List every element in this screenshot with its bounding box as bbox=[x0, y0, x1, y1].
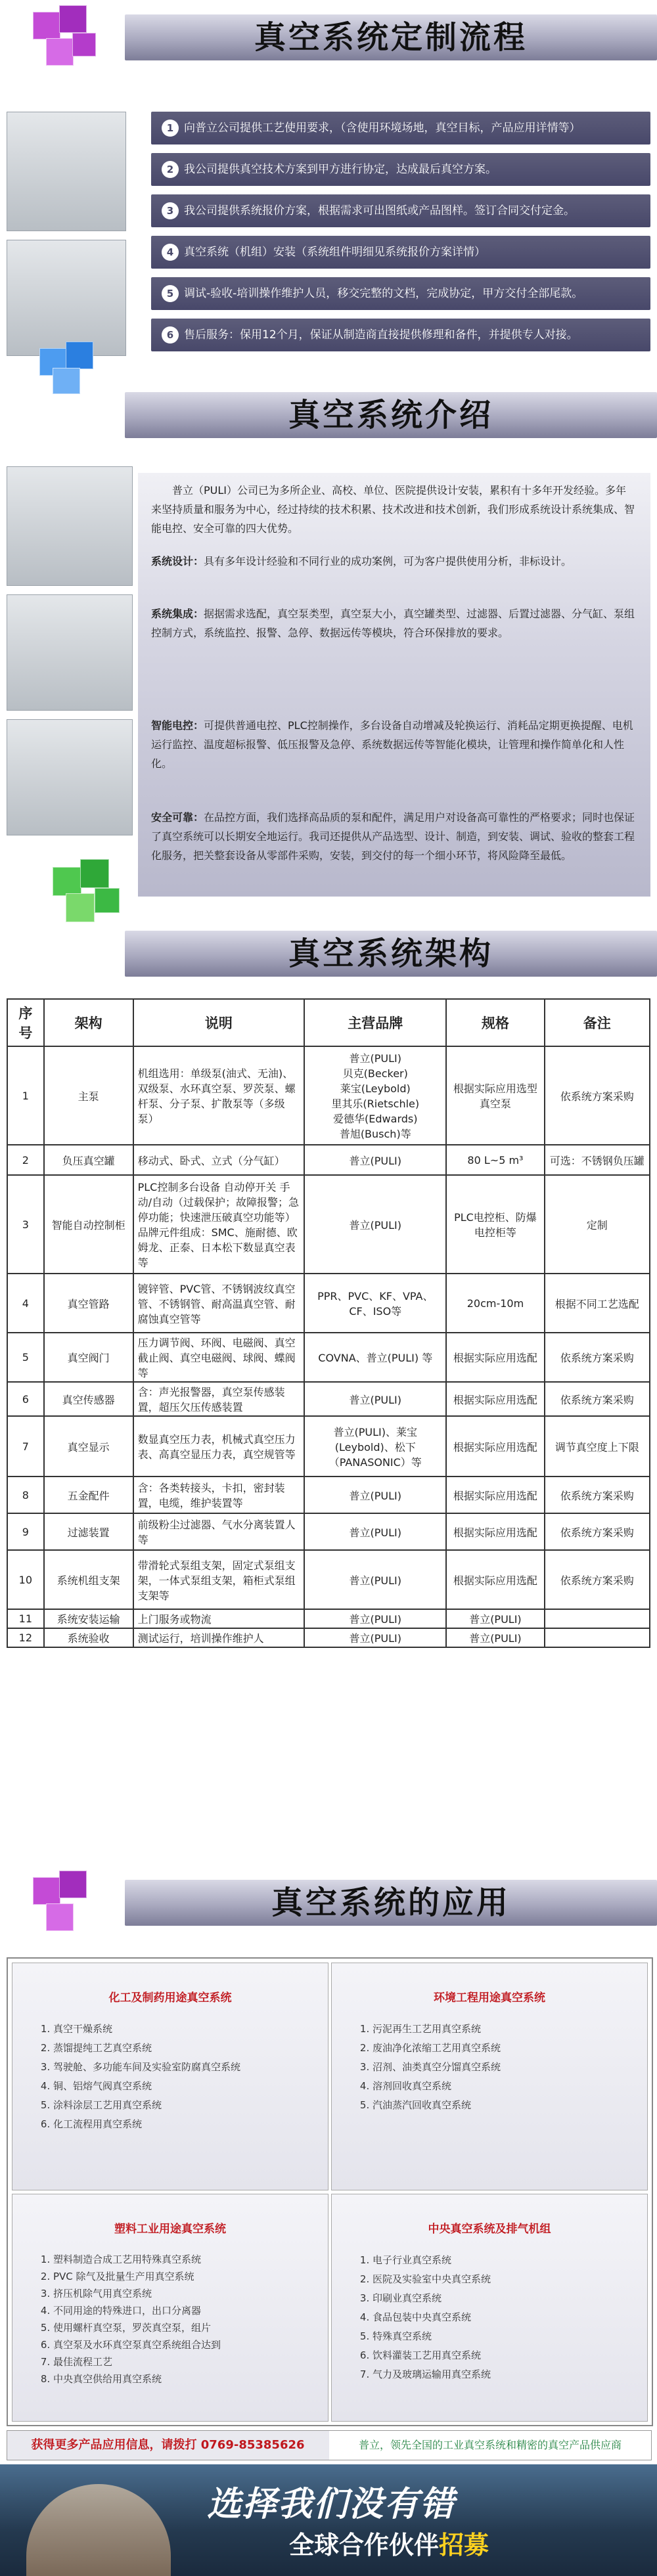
recruit-slogan: 选择我们没有错 bbox=[207, 2485, 456, 2524]
table-cell: 调节真空度上下限 bbox=[545, 1416, 650, 1477]
table-cell: 真空传感器 bbox=[44, 1382, 133, 1416]
intro-integration bbox=[151, 604, 636, 642]
list-item: 2. 蒸馏提纯工艺真空系统 bbox=[53, 2039, 240, 2058]
table-cell: 普立(PULI) bbox=[304, 1145, 446, 1175]
table-cell: 根据实际应用选配 bbox=[446, 1416, 544, 1477]
step-number: 5 bbox=[162, 285, 179, 302]
table-cell: 3 bbox=[7, 1175, 44, 1274]
table-cell: 4 bbox=[7, 1274, 44, 1333]
intro-design bbox=[151, 552, 636, 571]
table-cell: 普立(PULI) bbox=[304, 1477, 446, 1513]
step-text: 售后服务：保用12个月，保证从制造商直接提供修理和备件，并提供专人对接。 bbox=[184, 328, 578, 342]
step-text: 我公司提供系统报价方案，根据需求可出图纸或产品图样。签订合同交付定金。 bbox=[184, 204, 575, 217]
app-list bbox=[358, 2251, 491, 2384]
table-row bbox=[7, 1477, 650, 1513]
col-header: 主营品牌 bbox=[304, 999, 446, 1046]
table-cell: 真空管路 bbox=[44, 1274, 133, 1333]
intro-title: 真空系统介绍 bbox=[288, 397, 493, 433]
table-row bbox=[7, 1513, 650, 1550]
design-label: 系统设计： bbox=[151, 555, 204, 567]
table-row bbox=[7, 1145, 650, 1175]
col-header: 说明 bbox=[133, 999, 305, 1046]
list-item: 7. 气力及玻璃运输用真空系统 bbox=[373, 2365, 491, 2384]
integration-text: 据据需求选配，真空泵类型，真空泵大小，真空罐类型、过滤器、后置过滤器、分气缸、泵组控制方式，系统监控、报警、急停、数据远传等模块，符合环保排放的要求。 bbox=[151, 608, 635, 639]
apps-title: 真空系统的应用 bbox=[271, 1884, 510, 1921]
flow-step bbox=[151, 153, 650, 186]
recruit-line: 全球合作伙伴 bbox=[289, 2531, 440, 2560]
control-cabinet-image bbox=[7, 466, 133, 586]
table-cell: 5 bbox=[7, 1333, 44, 1382]
recruit-highlight: 招募 bbox=[439, 2531, 489, 2560]
table-cell: 智能自动控制柜 bbox=[44, 1175, 133, 1274]
table-cell: 普立(PULI) bbox=[446, 1628, 544, 1647]
table-row bbox=[7, 1382, 650, 1416]
step-text: 真空系统（机组）安装（系统组件明细见系统报价方案详情） bbox=[184, 246, 486, 259]
handshake-icon bbox=[26, 2484, 171, 2576]
integration-label: 系统集成： bbox=[151, 608, 204, 620]
flow-step bbox=[151, 194, 650, 227]
table-cell: 1 bbox=[7, 1046, 44, 1145]
list-item: 1. 污泥再生工艺用真空系统 bbox=[373, 2020, 501, 2039]
flow-step bbox=[151, 319, 650, 351]
app-list bbox=[39, 2251, 221, 2387]
step-number: 1 bbox=[162, 120, 179, 137]
table-row bbox=[7, 1416, 650, 1477]
table-cell: PLC控制多台设备 自动停开关 手动/自动（过载保护；故障报警；急停功能；快速泄压破真空功能等）品牌元件组成：SMC、施耐德、欧姆龙、正泰、日本松下数显真空表等 bbox=[133, 1175, 305, 1274]
list-item: 4. 铜、铝熔气阀真空系统 bbox=[53, 2077, 240, 2096]
table-cell: 根据实际应用选配 bbox=[446, 1477, 544, 1513]
table-cell: 20cm-10m bbox=[446, 1274, 544, 1333]
table-cell: 依系统方案采购 bbox=[545, 1382, 650, 1416]
table-cell: 普立(PULI) bbox=[304, 1628, 446, 1647]
flow-step bbox=[151, 277, 650, 310]
app-list bbox=[39, 2020, 240, 2134]
table-cell: 镀锌管、PVC管、不锈钢波纹真空管、不锈钢管、耐高温真空管、耐腐蚀真空管等 bbox=[133, 1274, 305, 1333]
recruit-banner bbox=[0, 2464, 657, 2576]
app-block bbox=[331, 1963, 648, 2190]
list-item: 1. 塑料制造合成工艺用特殊真空系统 bbox=[53, 2251, 221, 2268]
table-cell: 主泵 bbox=[44, 1046, 133, 1145]
intro-control bbox=[151, 716, 636, 773]
col-header: 架构 bbox=[44, 999, 133, 1046]
list-item: 3. 沼剂、油类真空分馏真空系统 bbox=[373, 2058, 501, 2077]
safety-label: 安全可靠： bbox=[151, 811, 204, 824]
table-cell: 10 bbox=[7, 1550, 44, 1609]
table-cell: 真空显示 bbox=[44, 1416, 133, 1477]
col-header: 序号 bbox=[7, 999, 44, 1046]
app-heading: 中央真空系统及排气机组 bbox=[428, 2223, 551, 2236]
table-cell: 普立(PULI) 贝克(Becker) 莱宝(Leybold) 里其乐(Rietschle) 爱德华(Edwards) 普旭(Busch)等 bbox=[304, 1046, 446, 1145]
table-row bbox=[7, 1333, 650, 1382]
table-cell bbox=[545, 1609, 650, 1628]
contact-bar bbox=[7, 2430, 652, 2460]
table-cell: 含：各类转接头，卡扣，密封装置，电缆，维护装置等 bbox=[133, 1477, 305, 1513]
list-item: 5. 特殊真空系统 bbox=[373, 2327, 491, 2346]
contact-phone[interactable]: 获得更多产品应用信息，请拨打 0769-85385626 bbox=[31, 2438, 305, 2452]
table-cell: 普立(PULI) bbox=[304, 1550, 446, 1609]
flow-step bbox=[151, 236, 650, 269]
pump-unit-image bbox=[7, 719, 133, 835]
step-number: 3 bbox=[162, 202, 179, 219]
table-cell: 2 bbox=[7, 1145, 44, 1175]
list-item: 5. 涂料涂层工艺用真空系统 bbox=[53, 2096, 240, 2115]
table-cell bbox=[545, 1628, 650, 1647]
table-cell: 普立(PULI) bbox=[304, 1175, 446, 1274]
list-item: 1. 真空干燥系统 bbox=[53, 2020, 240, 2039]
safety-text: 在品控方面，我们选择高品质的泵和配件，满足用户对设备高可靠性的严格要求；同时也保证了真空系统可以长期安全地运行。我司还提供从产品选型、设计、制造，到安装、调试、验收的整套工程化服务，把关整套设备从零部件采购，安装，到交付的每一个细小环节，将风险降至最低。 bbox=[151, 811, 635, 862]
purple-cubes-icon bbox=[13, 5, 112, 68]
table-cell: 11 bbox=[7, 1609, 44, 1628]
purple-cubes-icon bbox=[13, 1871, 112, 1933]
step-text: 我公司提供真空技术方案到甲方进行协定，达成最后真空方案。 bbox=[184, 163, 497, 176]
list-item: 8. 中央真空供给用真空系统 bbox=[53, 2370, 221, 2387]
list-item: 5. 汽油蒸汽回收真空系统 bbox=[373, 2096, 501, 2115]
table-cell: PLC电控柜、防爆电控柜等 bbox=[446, 1175, 544, 1274]
list-item: 4. 不同用途的特殊进口，出口分离器 bbox=[53, 2302, 221, 2319]
table-cell: 依系统方案采购 bbox=[545, 1513, 650, 1550]
table-cell: 根据不同工艺选配 bbox=[545, 1274, 650, 1333]
control-label: 智能电控： bbox=[151, 719, 204, 732]
table-row bbox=[7, 1550, 650, 1609]
table-cell: 含：声光报警器，真空泵传感装置，超压欠压传感装置 bbox=[133, 1382, 305, 1416]
list-item: 6. 化工流程用真空系统 bbox=[53, 2115, 240, 2134]
table-cell: 普立(PULI) bbox=[304, 1609, 446, 1628]
table-cell: 真空阀门 bbox=[44, 1333, 133, 1382]
list-item: 3. 驾驶舱、多功能车间及实验室防腐真空系统 bbox=[53, 2058, 240, 2077]
list-item: 2. 废油净化浓缩工艺用真空系统 bbox=[373, 2039, 501, 2058]
architecture-table bbox=[7, 998, 650, 1648]
table-cell: 80 L~5 m³ bbox=[446, 1145, 544, 1175]
table-cell: 8 bbox=[7, 1477, 44, 1513]
table-cell: 数显真空压力表，机械式真空压力表、高真空显压力表，真空规管等 bbox=[133, 1416, 305, 1477]
step-number: 4 bbox=[162, 244, 179, 261]
flow-step bbox=[151, 112, 650, 144]
app-block bbox=[12, 2194, 328, 2422]
table-header-row bbox=[7, 999, 650, 1046]
table-cell: COVNA、普立(PULI) 等 bbox=[304, 1333, 446, 1382]
table-cell: 过滤装置 bbox=[44, 1513, 133, 1550]
control-text: 可提供普通电控、PLC控制操作，多台设备自动增减及轮换运行、消耗品定期更换提醒、电机运行监控、温度超标报警、低压报警及急停、系统数据远传等智能化模块，让管理和操作简单化和人性化。 bbox=[151, 719, 633, 770]
flow-title: 真空系统定制流程 bbox=[254, 19, 528, 56]
table-cell: 普立(PULI) bbox=[446, 1609, 544, 1628]
pump-frame-image bbox=[7, 594, 133, 711]
step-number: 2 bbox=[162, 161, 179, 178]
vacuum-system-image bbox=[7, 112, 126, 231]
table-cell: 12 bbox=[7, 1628, 44, 1647]
table-cell: 系统验收 bbox=[44, 1628, 133, 1647]
table-cell: 系统机组支架 bbox=[44, 1550, 133, 1609]
arch-title: 真空系统架构 bbox=[288, 935, 493, 972]
app-block bbox=[12, 1963, 328, 2190]
col-header: 规格 bbox=[446, 999, 544, 1046]
table-cell: 根据实际应用选型真空泵 bbox=[446, 1046, 544, 1145]
table-cell: 五金配件 bbox=[44, 1477, 133, 1513]
table-cell: 依系统方案采购 bbox=[545, 1046, 650, 1145]
intro-safety bbox=[151, 808, 636, 865]
arch-banner bbox=[0, 916, 657, 988]
table-cell: 普立(PULI) bbox=[304, 1382, 446, 1416]
table-cell: 带滑轮式泵组支架，固定式泵组支架，一体式泵组支架，箱柜式泵组支架等 bbox=[133, 1550, 305, 1609]
app-heading: 环境工程用途真空系统 bbox=[434, 1991, 545, 2005]
table-cell: 根据实际应用选配 bbox=[446, 1382, 544, 1416]
list-item: 4. 食品包装中央真空系统 bbox=[373, 2308, 491, 2327]
table-cell: 依系统方案采购 bbox=[545, 1550, 650, 1609]
list-item: 2. 医院及实验室中央真空系统 bbox=[373, 2270, 491, 2289]
intro-panel bbox=[138, 473, 650, 897]
table-cell: 可选：不锈钢负压罐 bbox=[545, 1145, 650, 1175]
vacuum-pump-image bbox=[7, 240, 126, 356]
list-item: 5. 使用螺杆真空泵，罗茨真空泵，组片 bbox=[53, 2319, 221, 2336]
table-cell: 6 bbox=[7, 1382, 44, 1416]
table-cell: 根据实际应用选配 bbox=[446, 1550, 544, 1609]
table-row bbox=[7, 1175, 650, 1274]
table-cell: 测试运行，培训操作维护人 bbox=[133, 1628, 305, 1647]
app-heading: 化工及制药用途真空系统 bbox=[108, 1991, 232, 2005]
table-cell: 普立(PULI) bbox=[304, 1513, 446, 1550]
list-item: 6. 饮料灌装工艺用真空系统 bbox=[373, 2346, 491, 2365]
col-header: 备注 bbox=[545, 999, 650, 1046]
list-item: 3. 印刷业真空系统 bbox=[373, 2289, 491, 2308]
intro-banner bbox=[0, 378, 657, 450]
table-cell: 负压真空罐 bbox=[44, 1145, 133, 1175]
table-cell: 7 bbox=[7, 1416, 44, 1477]
table-cell: 前级粉尘过滤器、气水分离装置人等 bbox=[133, 1513, 305, 1550]
company-tagline: 普立，领先全国的工业真空系统和精密的真空产品供应商 bbox=[329, 2431, 651, 2460]
design-text: 具有多年设计经验和不同行业的成功案例，可为客户提供使用分析，非标设计。 bbox=[204, 555, 572, 567]
step-number: 6 bbox=[162, 326, 179, 344]
table-cell: 压力调节阀、环阀、电磁阀、真空截止阀、真空电磁阀、球阀、蝶阀等 bbox=[133, 1333, 305, 1382]
table-cell: 定制 bbox=[545, 1175, 650, 1274]
table-cell: 机组选用：单级泵(油式、无油)、双级泵、水环真空泵、罗茨泵、螺杆泵、分子泵、扩散泵等（多级泵） bbox=[133, 1046, 305, 1145]
table-cell: 依系统方案采购 bbox=[545, 1477, 650, 1513]
app-block bbox=[331, 2194, 648, 2422]
table-cell: 移动式、卧式、立式（分气缸） bbox=[133, 1145, 305, 1175]
table-cell: 9 bbox=[7, 1513, 44, 1550]
table-cell: 上门服务或物流 bbox=[133, 1609, 305, 1628]
flow-banner bbox=[0, 0, 657, 72]
app-heading: 塑料工业用途真空系统 bbox=[114, 2223, 226, 2236]
table-cell: 依系统方案采购 bbox=[545, 1333, 650, 1382]
list-item: 6. 真空泵及水环真空泵真空系统组合达到 bbox=[53, 2336, 221, 2353]
intro-paragraph: 普立（PULI）公司已为多所企业、高校、单位、医院提供设计安装，累积有十多年开发经验。多年来坚持质量和服务为中心，经过持续的技术积累、技术改进和技术创新，我们形成系统设计系统集成、智能电控、安全可靠的四大优势。 bbox=[151, 484, 635, 535]
green-cubes-icon bbox=[39, 854, 131, 926]
applications-panel bbox=[7, 1957, 653, 2426]
table-row bbox=[7, 1046, 650, 1145]
step-text: 向普立公司提供工艺使用要求，（含使用环境场地，真空目标，产品应用详情等） bbox=[184, 122, 581, 135]
step-text: 调试-验收-培训操作维护人员，移交完整的文档，完成协定，甲方交付全部尾款。 bbox=[184, 287, 583, 300]
flow-steps bbox=[151, 112, 650, 360]
table-cell: 根据实际应用选配 bbox=[446, 1333, 544, 1382]
list-item: 1. 电子行业真空系统 bbox=[373, 2251, 491, 2270]
list-item: 2. PVC 除气及批量生产用真空系统 bbox=[53, 2268, 221, 2285]
table-row bbox=[7, 1628, 650, 1647]
list-item: 7. 最佳流程工艺 bbox=[53, 2353, 221, 2370]
table-cell: PPR、PVC、KF、VPA、CF、ISO等 bbox=[304, 1274, 446, 1333]
apps-banner bbox=[0, 1865, 657, 1938]
table-row bbox=[7, 1274, 650, 1333]
list-item: 3. 挤压机除气用真空系统 bbox=[53, 2285, 221, 2302]
table-cell: 根据实际应用选配 bbox=[446, 1513, 544, 1550]
table-cell: 普立(PULI)、莱宝(Leybold)、松下（PANASONIC）等 bbox=[304, 1416, 446, 1477]
list-item: 4. 溶剂回收真空系统 bbox=[373, 2077, 501, 2096]
app-list bbox=[358, 2020, 501, 2115]
recruit-subtitle bbox=[289, 2525, 489, 2561]
table-cell: 系统安装运输 bbox=[44, 1609, 133, 1628]
table-row bbox=[7, 1609, 650, 1628]
